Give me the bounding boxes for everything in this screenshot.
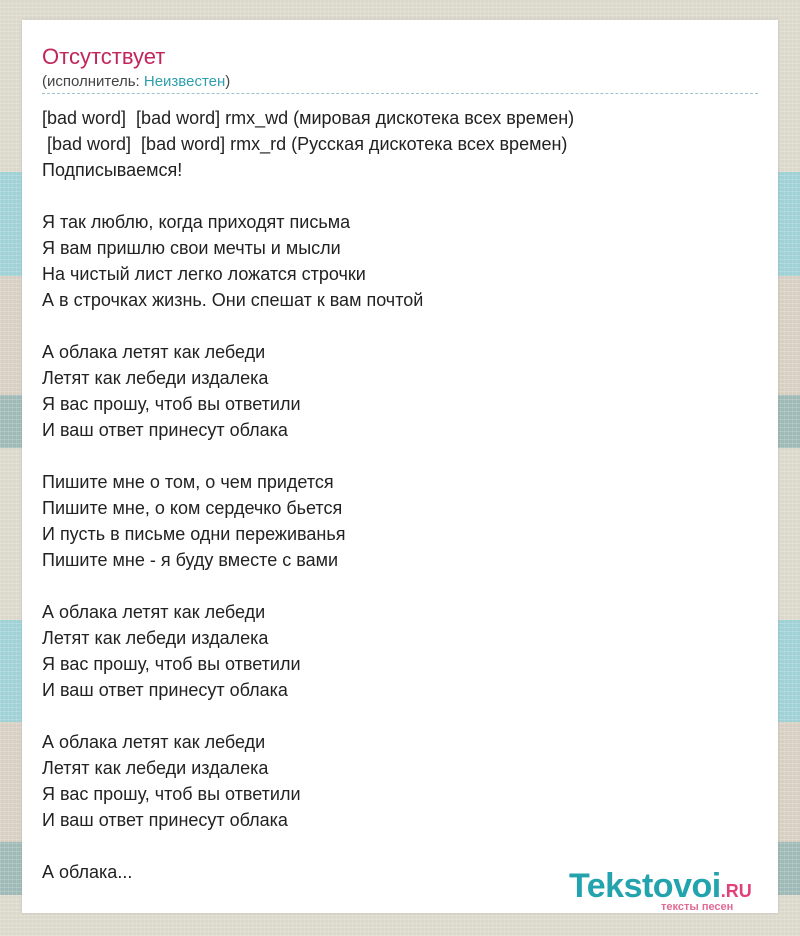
stanza-gap bbox=[42, 313, 758, 339]
stanza-gap bbox=[42, 703, 758, 729]
artist-suffix: ) bbox=[225, 73, 231, 90]
stanza-gap bbox=[42, 833, 758, 859]
stanza-gap bbox=[42, 183, 758, 209]
lyric-line: [bad word] [bad word] rmx_rd (Русская дискотека всех времен) bbox=[42, 134, 568, 154]
lyric-line: А облака летят как лебеди bbox=[42, 602, 266, 622]
lyric-line: И ваш ответ принесут облака bbox=[42, 810, 288, 830]
logo-tagline: тексты песен bbox=[661, 901, 734, 913]
lyric-line: [bad word] [bad word] rmx_wd (мировая дискотека всех времен) bbox=[42, 108, 575, 128]
lyric-line: Летят как лебеди издалека bbox=[42, 368, 269, 388]
title-divider bbox=[42, 93, 758, 94]
lyric-line: И ваш ответ принесут облака bbox=[42, 680, 288, 700]
lyric-line: Я так люблю, когда приходят письма bbox=[42, 212, 351, 232]
lyric-line: А облака летят как лебеди bbox=[42, 732, 266, 752]
lyric-line: А в строчках жизнь. Они спешат к вам почтой bbox=[42, 290, 424, 310]
lyrics-text bbox=[42, 105, 758, 885]
lyric-line: На чистый лист легко ложатся строчки bbox=[42, 264, 366, 284]
lyric-line: А облака летят как лебеди bbox=[42, 342, 266, 362]
artist-prefix: (исполнитель: bbox=[42, 73, 144, 90]
lyric-line: Подписываемся! bbox=[42, 160, 183, 180]
stanza-gap bbox=[42, 573, 758, 599]
lyrics-card bbox=[22, 20, 778, 913]
logo-tld: .RU bbox=[720, 881, 752, 901]
lyric-line: А облака... bbox=[42, 862, 133, 882]
lyric-line: Я вас прошу, чтоб вы ответили bbox=[42, 784, 301, 804]
lyric-line: Я вас прошу, чтоб вы ответили bbox=[42, 394, 301, 414]
lyric-line: Я вас прошу, чтоб вы ответили bbox=[42, 654, 301, 674]
site-logo[interactable] bbox=[569, 867, 779, 915]
logo-main-text: Tekstovoi bbox=[569, 867, 721, 905]
lyric-line: Летят как лебеди издалека bbox=[42, 628, 269, 648]
lyric-line: Я вам пришлю свои мечты и мысли bbox=[42, 238, 341, 258]
lyric-line: И пусть в письме одни переживанья bbox=[42, 524, 346, 544]
artist-line bbox=[42, 73, 230, 90]
artist-link[interactable]: Неизвестен bbox=[143, 73, 226, 90]
lyric-line: Пишите мне о том, о чем придется bbox=[42, 472, 334, 492]
lyric-line: Пишите мне, о ком сердечко бьется bbox=[42, 498, 343, 518]
lyric-line: Пишите мне - я буду вместе с вами bbox=[42, 550, 339, 570]
stanza-gap bbox=[42, 443, 758, 469]
lyric-line: И ваш ответ принесут облака bbox=[42, 420, 288, 440]
lyric-line: Летят как лебеди издалека bbox=[42, 758, 269, 778]
song-title: Отсутствует bbox=[42, 44, 166, 69]
